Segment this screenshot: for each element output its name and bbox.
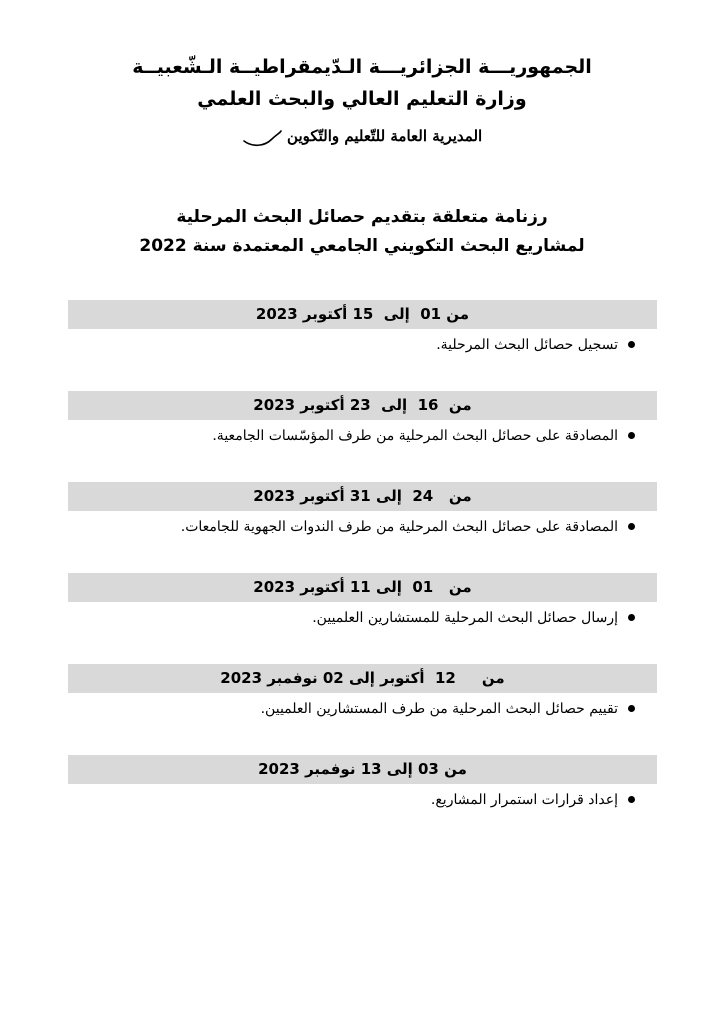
period-bar: من 24 إلى 31 أكتوبر 2023 — [68, 482, 657, 511]
task-item — [68, 511, 657, 544]
ministry-name: وزارة التعليم العالي والبحث العلمي — [197, 88, 527, 110]
task-text: إرسال حصائل البحث المرحلية للمستشارين العلميين. — [312, 610, 618, 626]
task-item — [68, 420, 657, 453]
bullet-icon — [628, 523, 635, 530]
directorate-name — [0, 122, 724, 150]
document-title — [0, 203, 724, 261]
task-item — [68, 693, 657, 726]
bullet-icon — [628, 705, 635, 712]
bullet-icon — [628, 796, 635, 803]
directorate-flourish-icon — [242, 127, 282, 147]
bullet-icon — [628, 432, 635, 439]
task-item — [68, 329, 657, 362]
period-bar: من 01 إلى 15 أكتوبر 2023 — [68, 300, 657, 329]
task-text: إعداد قرارات استمرار المشاريع. — [430, 792, 618, 808]
period-bar: من 01 إلى 11 أكتوبر 2023 — [68, 573, 657, 602]
bullet-icon — [628, 341, 635, 348]
schedule-list — [68, 300, 657, 846]
task-text: تسجيل حصائل البحث المرحلية. — [436, 337, 618, 353]
document-header — [0, 52, 724, 150]
bullet-icon — [628, 614, 635, 621]
republic-name: الجمهوريـــة الجزائريـــة الـدّيمقراطيــة الـشّعبيــة — [132, 56, 592, 78]
period-bar: من 03 إلى 13 نوفمبر 2023 — [68, 755, 657, 784]
period-bar: من 16 إلى 23 أكتوبر 2023 — [68, 391, 657, 420]
title-line-1: رزنامة متعلقة بتقديم حصائل البحث المرحلية — [176, 207, 548, 227]
task-text: المصادقة على حصائل البحث المرحلية من طرف الندوات الجهوية للجامعات. — [180, 519, 618, 535]
task-text: تقييم حصائل البحث المرحلية من طرف المستشارين العلميين. — [260, 701, 618, 717]
period-bar: من 12 أكتوبر إلى 02 نوفمبر 2023 — [68, 664, 657, 693]
directorate-label: المديرية العامة للتّعليم والتّكوين — [287, 127, 483, 145]
task-text: المصادقة على حصائل البحث المرحلية من طرف المؤسّسات الجامعية. — [212, 428, 618, 444]
task-item — [68, 602, 657, 635]
task-item — [68, 784, 657, 817]
title-line-2: لمشاريع البحث التكويني الجامعي المعتمدة سنة 2022 — [139, 236, 585, 256]
